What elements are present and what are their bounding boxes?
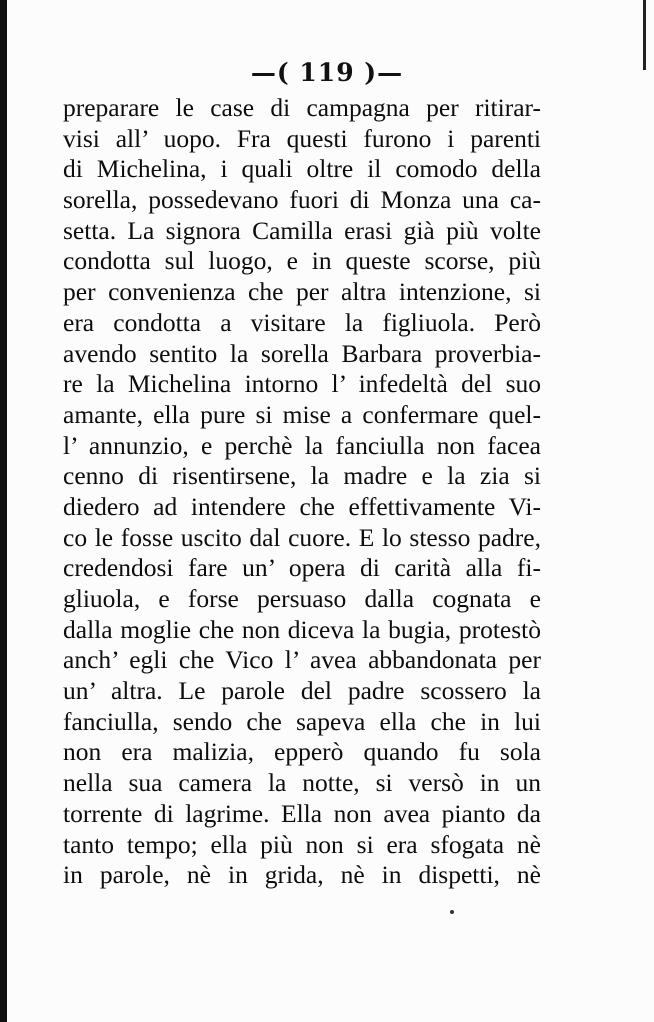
text-line-2: visi all’ uopo. Fra questi furono i parenti xyxy=(63,123,541,153)
text-line-18: dalla moglie che non diceva la bugia, protestò xyxy=(63,614,541,644)
text-line-9: avendo sentito la sorella Barbara proverbia- xyxy=(63,338,541,368)
text-line-16: credendosi fare un’ opera di carità alla fi- xyxy=(63,553,541,583)
page-number-header: —( 119 )— xyxy=(250,58,404,87)
text-line-3: di Michelina, i quali oltre il comodo della xyxy=(63,154,541,184)
text-line-25: tanto tempo; ella più non si era sfogata nè xyxy=(63,829,541,859)
page-binding-edge xyxy=(0,0,7,1022)
text-line-8: era condotta a visitare la figliuola. Però xyxy=(63,307,541,337)
text-line-7: per convenienza che per altra intenzione, si xyxy=(63,277,541,307)
text-line-24: torrente di lagrime. Ella non avea pianto da xyxy=(63,798,541,828)
text-line-19: anch’ egli che Vico l’ avea abbandonata per xyxy=(63,645,541,675)
text-line-14: diedero ad intendere che effettivamente Vi- xyxy=(63,491,541,521)
text-line-20: un’ altra. Le parole del padre scossero la xyxy=(63,676,541,706)
text-line-11: amante, ella pure si mise a confermare quel- xyxy=(63,399,541,429)
text-line-1: preparare le case di campagna per ritirar- xyxy=(63,93,541,122)
text-line-15: co le fosse uscito dal cuore. E lo stesso padre, xyxy=(63,522,541,552)
ink-speck xyxy=(450,910,454,914)
text-line-12: l’ annunzio, e perchè la fanciulla non facea xyxy=(63,430,541,460)
text-line-10: re la Michelina intorno l’ infedeltà del suo xyxy=(63,369,541,399)
text-line-13: cenno di risentirsene, la madre e la zia si xyxy=(63,461,541,491)
text-line-6: condotta sul luogo, e in queste scorse, più xyxy=(63,246,541,276)
text-line-21: fanciulla, sendo che sapeva ella che in lui xyxy=(63,706,541,736)
text-line-22: non era malizia, epperò quando fu sola xyxy=(63,737,541,767)
text-line-26: in parole, nè in grida, nè in dispetti, nè xyxy=(63,860,541,890)
text-line-23: nella sua camera la notte, si versò in un xyxy=(63,768,541,798)
text-line-17: gliuola, e forse persuaso dalla cognata e xyxy=(63,584,541,613)
text-line-5: setta. La signora Camilla erasi già più volte xyxy=(63,215,541,245)
body-text xyxy=(63,93,541,891)
text-line-4: sorella, possedevano fuori di Monza una ca- xyxy=(63,185,541,215)
